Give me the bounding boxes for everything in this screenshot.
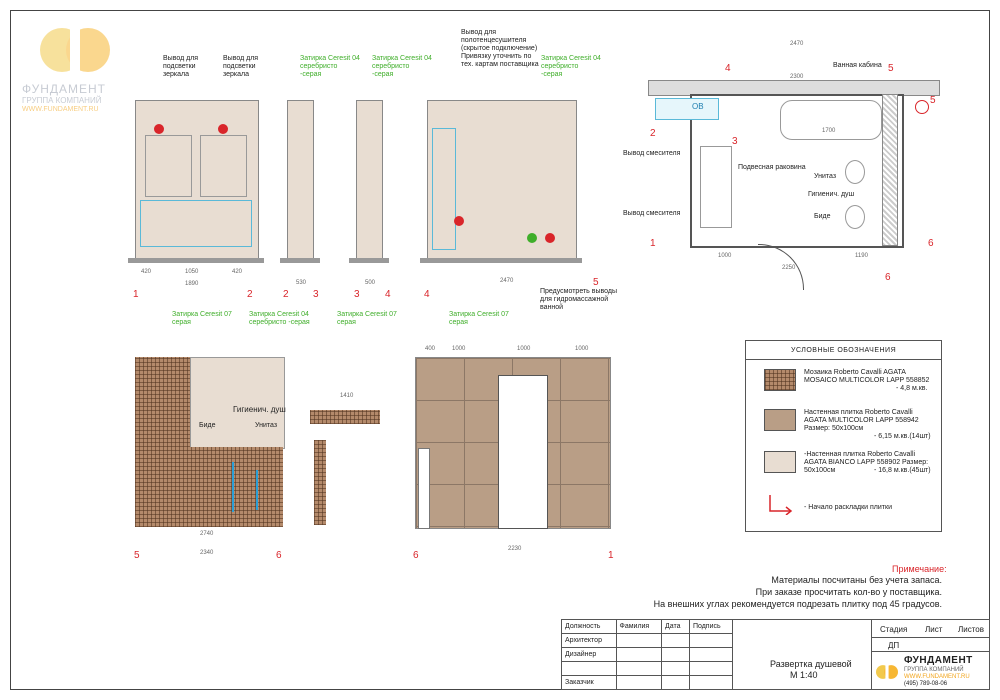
red-outlet-dot <box>545 233 555 243</box>
dim-label: 1000 <box>452 346 466 352</box>
legend-swatch-dark <box>764 409 796 431</box>
ov-box <box>655 98 719 120</box>
stamp-logo-icon <box>876 662 898 682</box>
circle-outlet-icon <box>915 100 929 114</box>
floor-strip <box>420 258 582 263</box>
dim-label: 1050 <box>185 269 199 275</box>
plan-num: 2 <box>650 128 656 139</box>
floor-strip <box>349 258 389 263</box>
label-grout-6: Затирка Ceresit 07 серая <box>337 311 397 326</box>
section-num: 3 <box>354 289 360 300</box>
dim-label: 1700 <box>822 128 836 134</box>
legend-item-3: -Настенная плитка Roberto Cavalli AGATA BIANCO LAPP 558902 Размер: 50х100см <box>804 451 929 474</box>
stamp-company: ФУНДАМЕНТ <box>904 655 973 666</box>
niche-side <box>314 440 326 525</box>
stamp-header: Дата <box>662 620 690 634</box>
mosaic-wall-lower <box>135 447 283 527</box>
legend-item-4: - Начало раскладки плитки <box>804 504 892 511</box>
mosaic-wall-left <box>135 357 190 447</box>
stamp-role: Дизайнер <box>562 648 617 662</box>
stamp-header: Фамилия <box>616 620 662 634</box>
label-grout-4: Затирка Ceresit 07 серая <box>172 311 232 326</box>
label-grout-3: Затирка Ceresit 04 серебристо -серая <box>541 55 601 78</box>
vanity-cabinet <box>140 200 252 247</box>
stamp-header: Должность <box>562 620 617 634</box>
floor-strip <box>280 258 320 263</box>
stamp-phone: (495) 789-08-06 <box>904 681 948 687</box>
label-grout-5: Затирка Ceresit 04 серебристо -серая <box>249 311 310 326</box>
dim-label: 2740 <box>200 531 214 537</box>
mirror-right <box>200 135 247 197</box>
label-mirror-2: Вывод для подсветки зеркала <box>223 55 259 78</box>
stamp-stage: ДП <box>888 641 900 650</box>
dim-label: 1190 <box>855 253 868 259</box>
label-hyg: Гигиенич. душ <box>233 405 286 414</box>
plan-right-wall <box>882 94 898 246</box>
stamp-sheets-h: Листов <box>958 625 984 634</box>
mirror-left <box>145 135 192 197</box>
floor-strip <box>128 258 264 263</box>
shower-column <box>432 128 456 250</box>
legend-swatch-mosaic <box>764 369 796 391</box>
legend-qty-1: - 4,8 м.кв. <box>896 385 928 392</box>
stamp-company-sub: ГРУППА КОМПАНИЙ <box>904 667 964 673</box>
ov-label: ОВ <box>692 102 704 111</box>
stamp-table <box>561 619 733 690</box>
dim-label: 1410 <box>340 393 354 399</box>
label-mirror-1: Вывод для подсветки зеркала <box>163 55 199 78</box>
red-outlet-dot <box>454 216 464 226</box>
dim-label: 530 <box>296 280 307 286</box>
side-strip <box>418 448 430 529</box>
label-hyg-shower: Гигиенич. душ <box>808 191 855 198</box>
logo-name: ФУНДАМЕНТ <box>22 82 106 96</box>
dim-label: 420 <box>141 269 152 275</box>
legend-qty-2: - 6,15 м.кв.(14шт) <box>874 433 931 440</box>
note-title: Примечание: <box>892 564 947 574</box>
stamp-role: Заказчик <box>562 676 617 690</box>
section-num: 4 <box>424 289 430 300</box>
stamp-title: Развертка душевой <box>770 659 852 669</box>
plan-num: 4 <box>725 63 731 74</box>
sink-fixture <box>700 146 732 228</box>
plan-num: 6 <box>928 238 934 249</box>
elevation-3-4 <box>356 100 383 260</box>
stamp-header: Подпись <box>689 620 732 634</box>
stamp-row-line <box>871 651 990 652</box>
note-line-1: Материалы посчитаны без учета запаса. <box>771 575 942 585</box>
section-num: 5 <box>134 550 140 561</box>
label-grout-1: Затирка Ceresit 04 серебристо -серая <box>300 55 360 78</box>
label-bidet-bottom: Биде <box>199 422 216 429</box>
label-toilet-bottom: Унитаз <box>255 422 278 429</box>
dim-label: 2470 <box>790 41 804 47</box>
dim-label: 1000 <box>575 346 589 352</box>
section-num: 2 <box>283 289 289 300</box>
note-line-3: На внешних углах рекомендуется подрезать плитку под 45 градусов. <box>653 599 942 609</box>
dim-label: 2230 <box>508 546 522 552</box>
stamp-stage-h: Стадия <box>880 625 908 634</box>
dim-label: 420 <box>232 269 243 275</box>
dim-label: 2300 <box>790 74 804 80</box>
label-bidet: Биде <box>814 213 831 220</box>
green-outlet-dot <box>527 233 537 243</box>
legend-qty-3: - 16,8 м.кв.(45шт) <box>874 467 931 474</box>
dim-label: 2250 <box>782 265 796 271</box>
section-num: 1 <box>608 550 614 561</box>
start-arrow-icon <box>764 493 794 515</box>
plan-num: 3 <box>732 136 738 147</box>
dim-label: 500 <box>365 280 376 286</box>
niche-top <box>310 410 380 424</box>
elevation-2-3 <box>287 100 314 260</box>
toilet-fixture <box>845 160 865 184</box>
dim-label: 400 <box>425 346 436 352</box>
legend-item-1: Мозаика Roberto Cavalli AGATA MOSAICO MULTICOLOR LAPP 558852 <box>804 369 930 384</box>
red-outlet-dot <box>154 124 164 134</box>
label-towel-outlet: Вывод для полотенцесушителя (скрытое подключение) Привязку уточнить по тех. картам поставщика <box>461 29 539 68</box>
logo-sub: ГРУППА КОМПАНИЙ <box>22 96 102 105</box>
stamp-row-line <box>871 637 990 638</box>
label-hydro-outlet: Предусмотреть выводы для гидромассажной ванной <box>540 288 618 311</box>
dim-label: 1000 <box>718 253 732 259</box>
plan-num: 5 <box>888 63 894 74</box>
label-cabin: Ванная кабина <box>833 62 882 69</box>
section-num: 1 <box>133 289 139 300</box>
label-sink: Подвесная раковина <box>738 164 806 171</box>
door-opening <box>498 375 548 529</box>
plan-num: 1 <box>650 238 656 249</box>
company-logo <box>22 20 132 115</box>
dim-label: 2470 <box>500 278 514 284</box>
section-num: 5 <box>593 277 599 288</box>
section-num: 6 <box>413 550 419 561</box>
hygienic-shower-line <box>256 470 258 510</box>
label-grout-2: Затирка Ceresit 04 серебристо -серая <box>372 55 432 78</box>
bathtub <box>780 100 882 140</box>
section-num: 6 <box>276 550 282 561</box>
stamp-scale: М 1:40 <box>790 670 818 680</box>
logo-site: WWW.FUNDAMENT.RU <box>22 106 99 113</box>
section-num: 4 <box>385 289 391 300</box>
legend-swatch-light <box>764 451 796 473</box>
stamp-role: Архитектор <box>562 634 617 648</box>
legend-title: УСЛОВНЫЕ ОБОЗНАЧЕНИЯ <box>791 347 897 354</box>
plan-num: 5 <box>930 95 936 106</box>
legend-item-2: Настенная плитка Roberto Cavalli AGATA MULTICOLOR LAPP 558942 Размер: 50х100см <box>804 409 919 432</box>
section-num: 2 <box>247 289 253 300</box>
section-num: 3 <box>313 289 319 300</box>
stamp-sheet-h: Лист <box>925 625 943 634</box>
dim-label: 2340 <box>200 550 214 556</box>
stamp-role <box>562 662 617 676</box>
label-toilet: Унитаз <box>814 173 837 180</box>
plan-num: 6 <box>885 272 891 283</box>
dim-label: 1000 <box>517 346 531 352</box>
label-grout-7: Затирка Ceresit 07 серая <box>449 311 509 326</box>
stamp-site: WWW.FUNDAMENT.RU <box>904 674 970 680</box>
red-outlet-dot <box>218 124 228 134</box>
note-line-2: При заказе просчитать кол-во у поставщика. <box>755 587 942 597</box>
label-mixer-2: Вывод смесителя <box>623 210 681 217</box>
legend <box>745 340 942 532</box>
hygienic-shower-line <box>232 462 234 512</box>
stamp-divider <box>871 619 872 690</box>
label-mixer-1: Вывод смесителя <box>623 150 681 157</box>
logo-mark-icon <box>40 20 110 80</box>
bidet-fixture <box>845 205 865 229</box>
light-tile-upper <box>190 357 285 449</box>
dim-label: 1890 <box>185 281 199 287</box>
